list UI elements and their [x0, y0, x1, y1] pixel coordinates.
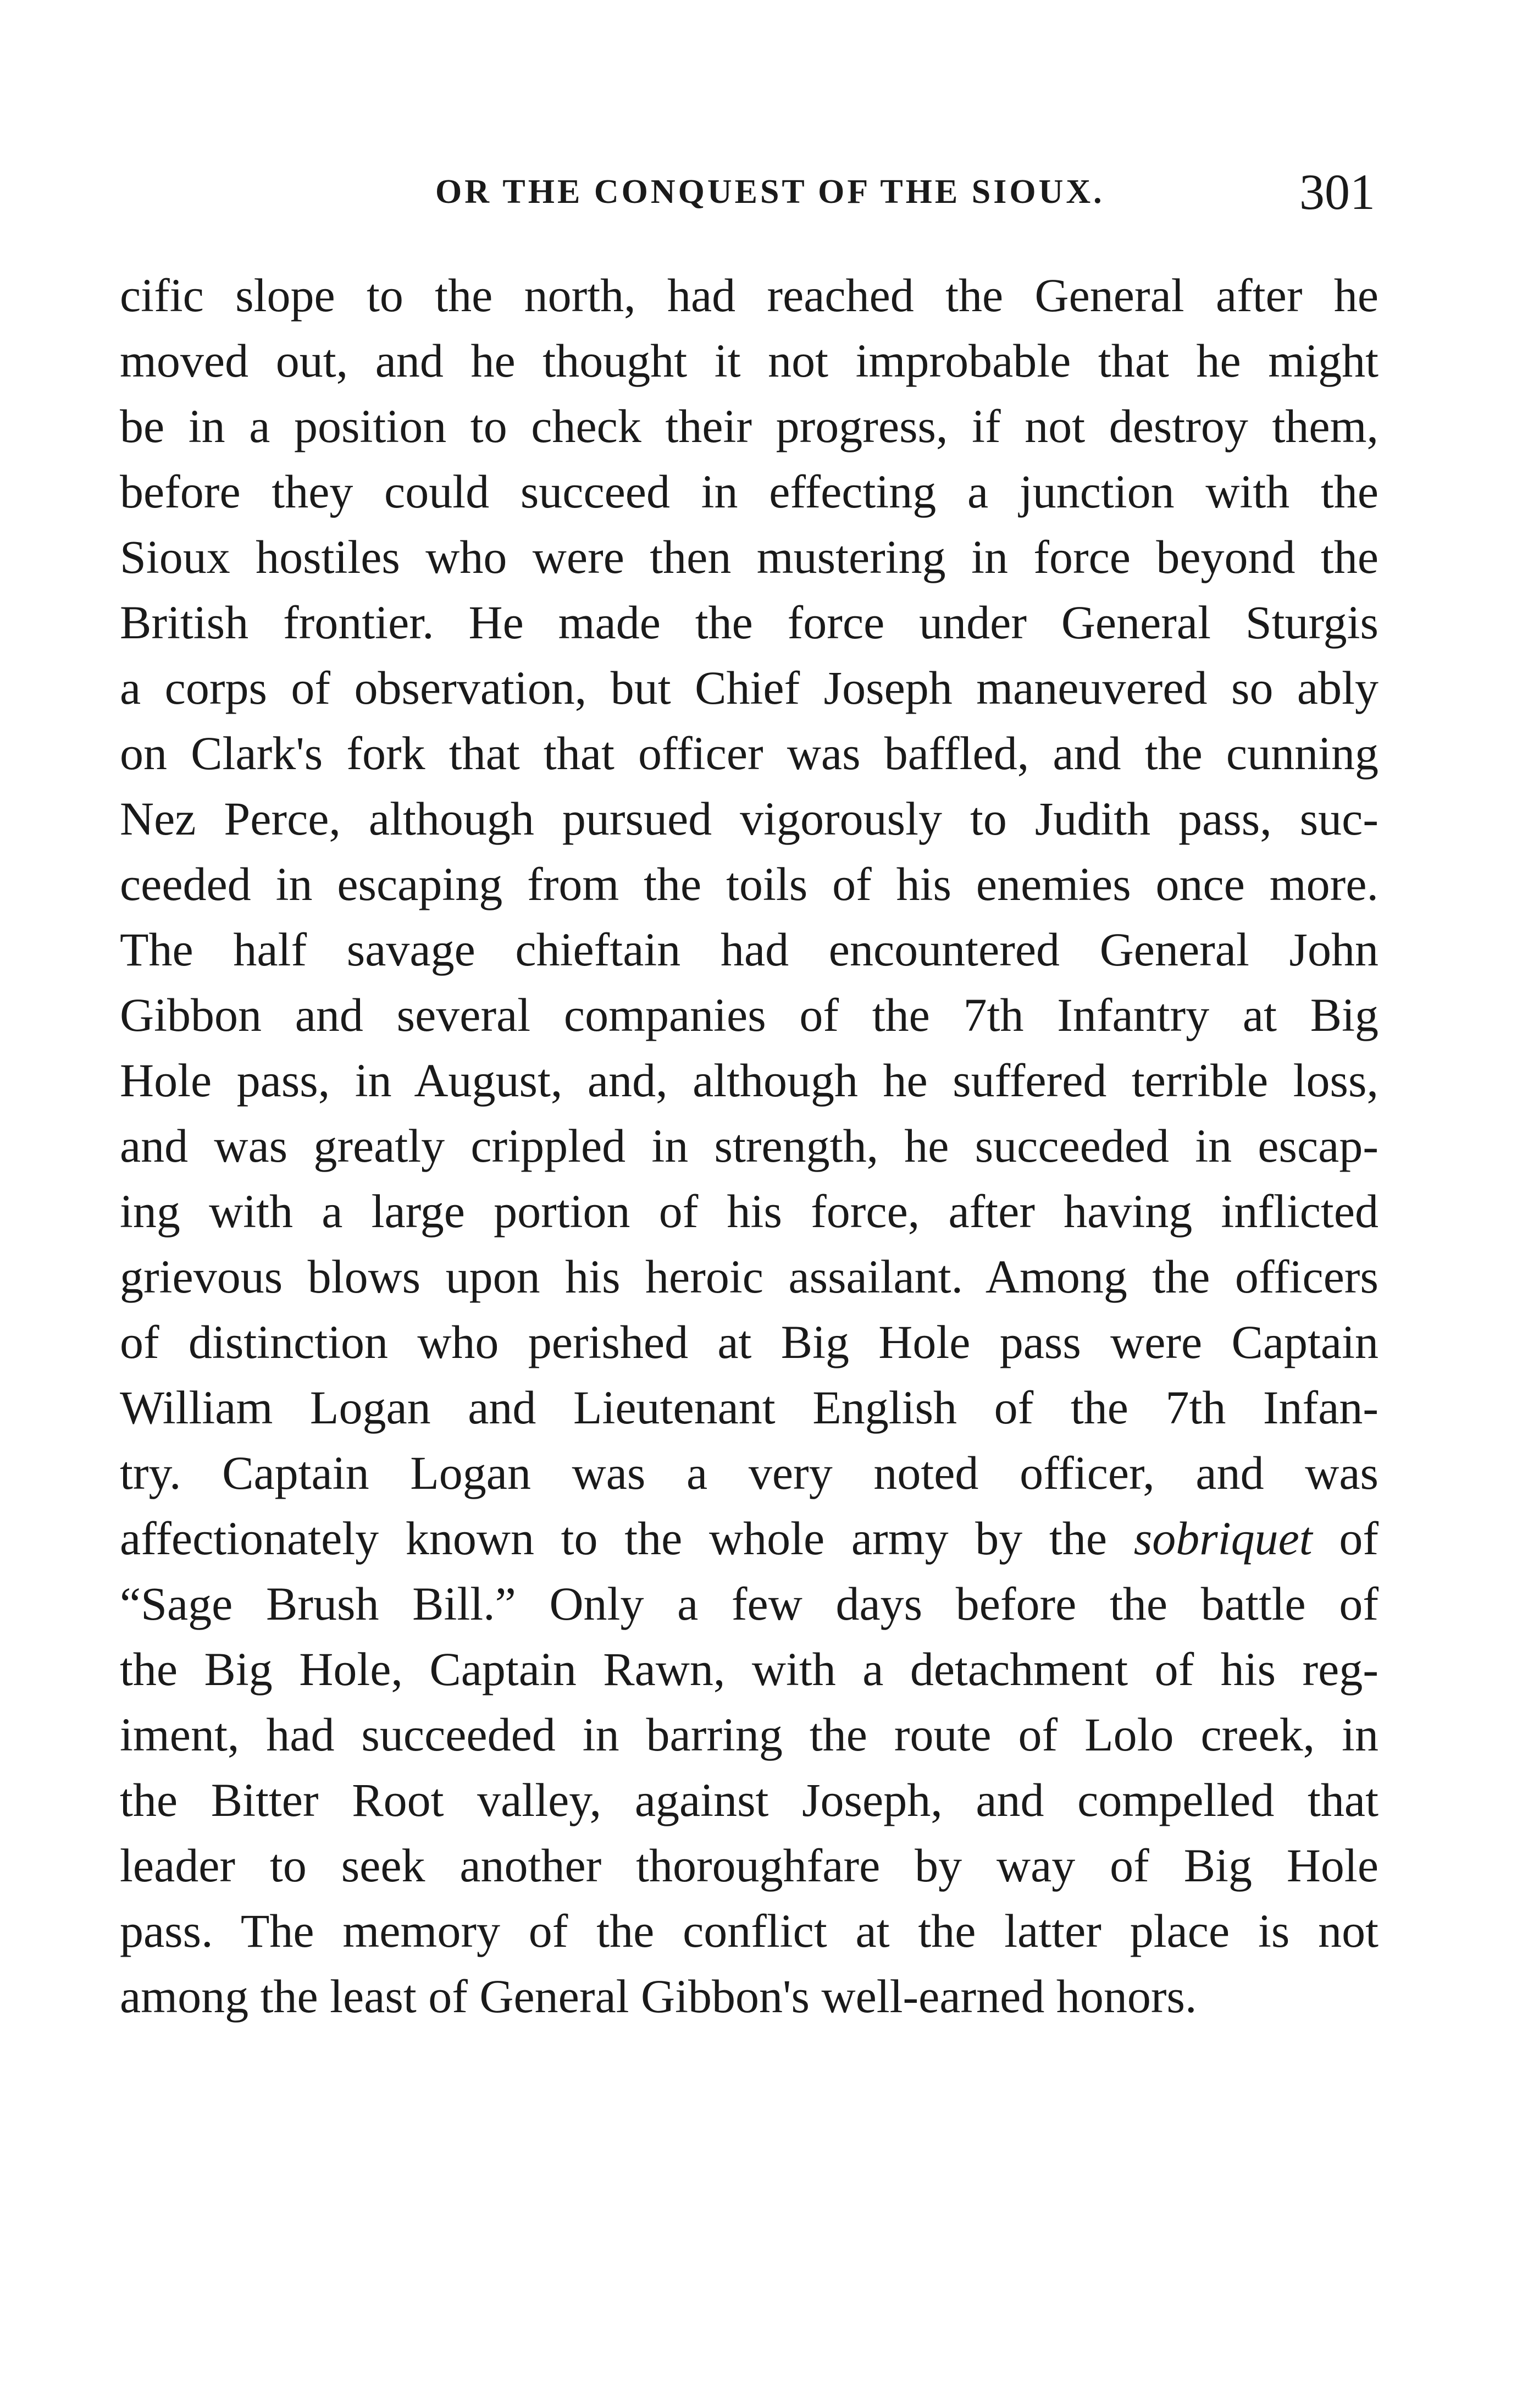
body-text: [120, 263, 1378, 2029]
text-line: William Logan and Lieutenant English of the 7th Infan-: [120, 1381, 1378, 1434]
text-line: be in a position to check their progress, if not destroy them,: [120, 400, 1378, 452]
text-line: The half savage chieftain had encountered General John: [120, 923, 1378, 976]
text-line: grievous blows upon his heroic assailant. Among the officers: [120, 1250, 1378, 1303]
text-line: before they could succeed in effecting a junction with the: [120, 465, 1378, 518]
text-line: the Bitter Root valley, against Joseph, and compelled that: [120, 1774, 1378, 1826]
text-line: the Big Hole, Captain Rawn, with a detachment of his reg-: [120, 1643, 1378, 1695]
text-line: “Sage Brush Bill.” Only a few days before the battle of: [120, 1577, 1378, 1630]
text-line: of distinction who perished at Big Hole pass were Captain: [120, 1316, 1378, 1368]
text-line: cific slope to the north, had reached the General after he: [120, 269, 1378, 322]
text-line: iment, had succeeded in barring the route of Lolo creek, in: [120, 1708, 1378, 1761]
text-line: Hole pass, in August, and, although he suffered terrible loss,: [120, 1054, 1378, 1107]
text-line: a corps of observation, but Chief Joseph maneuvered so ably: [120, 661, 1378, 714]
text-line: among the least of General Gibbon's well-earned honors.: [120, 1970, 1197, 2023]
text-line: Gibbon and several companies of the 7th Infantry at Big: [120, 988, 1378, 1041]
text-line: leader to seek another thoroughfare by way of Big Hole: [120, 1839, 1378, 1892]
running-head: [128, 163, 1375, 218]
text-line: try. Captain Logan was a very noted officer, and was: [120, 1446, 1378, 1499]
text-line: Sioux hostiles who were then mustering in force beyond the: [120, 531, 1378, 583]
text-line: [120, 1506, 1378, 1571]
line-text: of: [1312, 1512, 1379, 1565]
text-line: on Clark's fork that that officer was baffled, and the cunning: [120, 727, 1378, 780]
italic-term: sobriquet: [1133, 1512, 1313, 1565]
running-title: OR THE CONQUEST OF THE SIOUX.: [435, 173, 1105, 211]
text-line: ing with a large portion of his force, after having inflicted: [120, 1185, 1378, 1238]
text-line: pass. The memory of the conflict at the latter place is not: [120, 1904, 1378, 1957]
line-text: affectionately known to the whole army by the: [120, 1512, 1134, 1565]
page-number: 301: [1299, 164, 1375, 220]
text-line: and was greatly crippled in strength, he succeeded in escap-: [120, 1119, 1378, 1172]
text-line: moved out, and he thought it not improbable that he might: [120, 334, 1378, 387]
text-line: British frontier. He made the force under General Sturgis: [120, 596, 1378, 649]
text-line: Nez Perce, although pursued vigorously to Judith pass, suc-: [120, 792, 1378, 845]
text-line: ceeded in escaping from the toils of his enemies once more.: [120, 858, 1378, 910]
